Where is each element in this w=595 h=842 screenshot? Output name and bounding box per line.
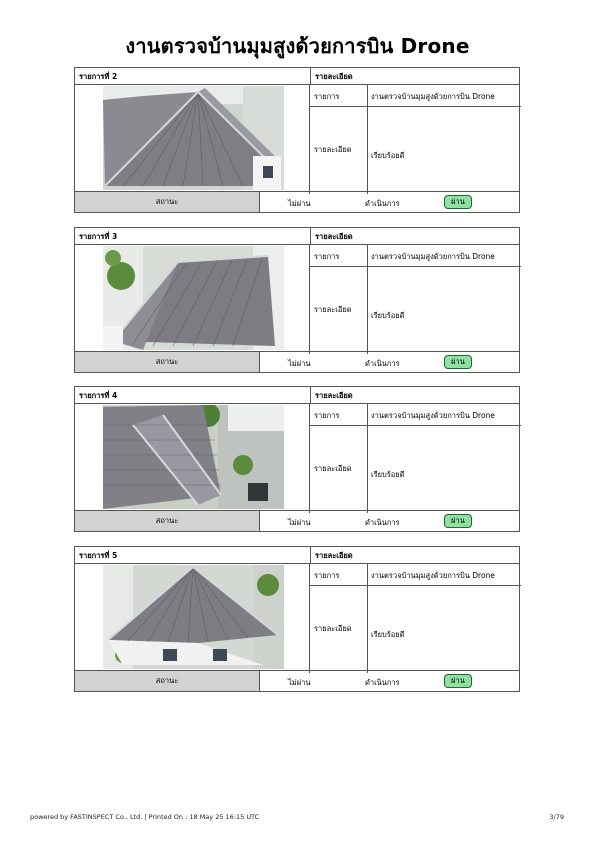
- status-pass-badge[interactable]: ผ่าน: [444, 195, 472, 209]
- detail-value: เรียบร้อยดี: [371, 151, 405, 160]
- inspection-card: [74, 67, 520, 213]
- detail-label: รายละเอียด: [314, 624, 352, 633]
- detail-header: รายละเอียด: [315, 232, 353, 241]
- item-label: รายการ: [314, 411, 340, 420]
- card-header: [75, 68, 519, 85]
- status-pass-badge[interactable]: ผ่าน: [444, 355, 472, 369]
- status-label: สถานะ: [75, 511, 260, 531]
- status-label: สถานะ: [75, 671, 260, 691]
- item-label: รายการ: [314, 92, 340, 101]
- item-label: รายการ: [314, 571, 340, 580]
- status-row: [75, 351, 519, 372]
- status-in-progress-option[interactable]: ดำเนินการ: [365, 359, 400, 368]
- detail-header: รายละเอียด: [315, 551, 353, 560]
- detail-panel: [310, 563, 521, 673]
- card-header: [75, 228, 519, 245]
- item-title: รายการที่ 2: [79, 72, 118, 81]
- status-pass-badge[interactable]: ผ่าน: [444, 514, 472, 528]
- detail-panel: [310, 403, 521, 513]
- detail-value: เรียบร้อยดี: [371, 311, 405, 320]
- status-fail-option[interactable]: ไม่ผ่าน: [288, 678, 311, 687]
- inspection-card: [74, 227, 520, 373]
- status-row: [75, 191, 519, 212]
- status-row: [75, 510, 519, 531]
- card-header: [75, 547, 519, 564]
- status-pass-badge[interactable]: ผ่าน: [444, 674, 472, 688]
- detail-value: เรียบร้อยดี: [371, 630, 405, 639]
- status-fail-option[interactable]: ไม่ผ่าน: [288, 199, 311, 208]
- drone-roof-photo[interactable]: [103, 405, 284, 509]
- detail-panel: [310, 244, 521, 354]
- drone-roof-photo[interactable]: [103, 565, 284, 669]
- inspection-card: [74, 546, 520, 692]
- page-number: 3/79: [549, 813, 564, 821]
- item-label: รายการ: [314, 252, 340, 261]
- detail-header: รายละเอียด: [315, 391, 353, 400]
- status-label: สถานะ: [75, 352, 260, 372]
- status-fail-option[interactable]: ไม่ผ่าน: [288, 359, 311, 368]
- detail-panel: [310, 84, 521, 194]
- footer-credit: powered by FASTINSPECT Co., Ltd. | Printed On : 18 May 25 16:15 UTC: [30, 813, 260, 821]
- detail-value: เรียบร้อยดี: [371, 470, 405, 479]
- status-label: สถานะ: [75, 192, 260, 212]
- detail-label: รายละเอียด: [314, 145, 352, 154]
- page-title: งานตรวจบ้านมุมสูงด้วยการบิน Drone: [125, 34, 470, 58]
- photo-cell: [75, 84, 310, 194]
- item-title: รายการที่ 3: [79, 232, 118, 241]
- status-fail-option[interactable]: ไม่ผ่าน: [288, 518, 311, 527]
- drone-roof-photo[interactable]: [103, 86, 284, 190]
- photo-cell: [75, 563, 310, 673]
- item-value: งานตรวจบ้านมุมสูงด้วยการบิน Drone: [371, 571, 495, 580]
- drone-roof-photo[interactable]: [103, 246, 284, 350]
- photo-cell: [75, 244, 310, 354]
- inspection-card: [74, 386, 520, 532]
- item-value: งานตรวจบ้านมุมสูงด้วยการบิน Drone: [371, 92, 495, 101]
- detail-header: รายละเอียด: [315, 72, 353, 81]
- item-title: รายการที่ 5: [79, 551, 118, 560]
- item-value: งานตรวจบ้านมุมสูงด้วยการบิน Drone: [371, 411, 495, 420]
- item-title: รายการที่ 4: [79, 391, 118, 400]
- status-row: [75, 670, 519, 691]
- card-header: [75, 387, 519, 404]
- status-in-progress-option[interactable]: ดำเนินการ: [365, 678, 400, 687]
- detail-label: รายละเอียด: [314, 305, 352, 314]
- photo-cell: [75, 403, 310, 513]
- item-value: งานตรวจบ้านมุมสูงด้วยการบิน Drone: [371, 252, 495, 261]
- detail-label: รายละเอียด: [314, 464, 352, 473]
- status-in-progress-option[interactable]: ดำเนินการ: [365, 518, 400, 527]
- status-in-progress-option[interactable]: ดำเนินการ: [365, 199, 400, 208]
